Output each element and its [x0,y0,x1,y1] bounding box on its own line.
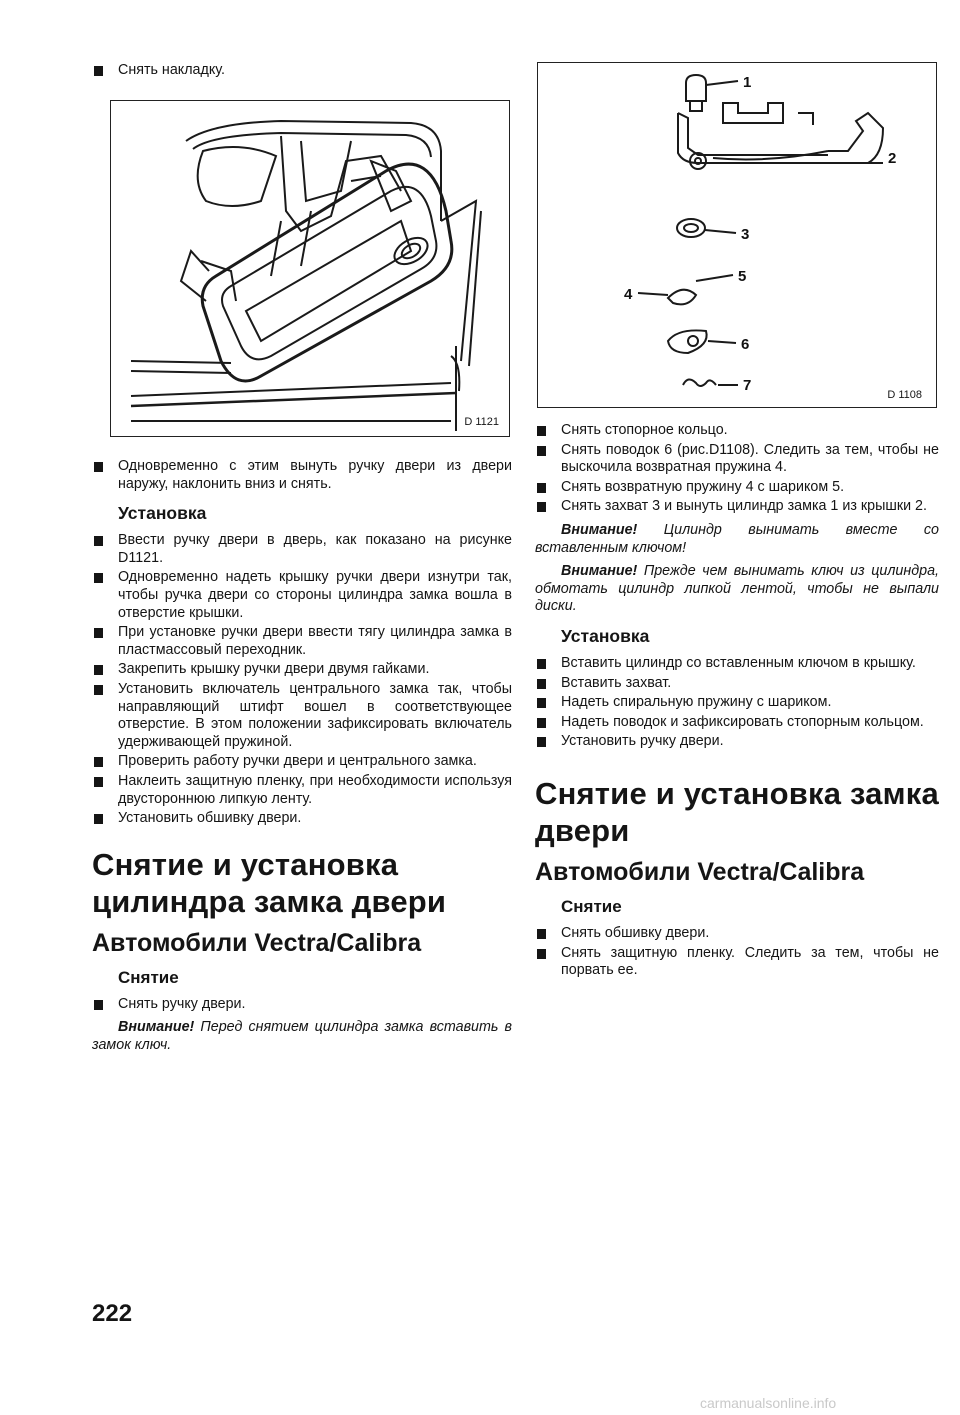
bullet-text: Установить обшивку двери. [118,810,302,827]
removal-step [535,925,939,943]
removal-heading: Снятие [118,967,179,987]
bullet-text: Закрепить крышку ручки двери двумя гайками. [118,661,430,678]
callout-2: 2 [888,150,897,167]
bullet-text: Одновременно надеть крышку ручки двери изнутри так, чтобы ручка двери со стороны цилиндра замка вошла в отверстие крышки. [118,569,512,621]
warning-label: Внимание! [561,563,638,580]
install-step [92,810,512,828]
callout-3: 3 [741,226,750,243]
right-text-flow [535,422,939,982]
bullet-marker [537,679,546,689]
removal-step [535,422,939,440]
bullet-text: Снять ручку двери. [118,995,246,1012]
bullet-marker [537,949,546,959]
bullet-marker [94,814,103,824]
bullet-remove-cover [92,62,512,80]
section-title-door-lock: Снятие и установка замка двери [535,775,939,848]
bullet-text: Снять возвратную пружину 4 с шариком 5. [561,478,845,495]
bullet-marker [94,777,103,787]
removal-step [535,945,939,980]
warning-note [92,1019,512,1054]
warning-note [535,522,939,557]
warning-text: Прежде чем вынимать ключ из цилиндра, обмотать цилиндр липкой лентой, чтобы не выпали диски. [535,563,939,615]
bullet-text: Ввести ручку двери в дверь, как показано на рисунке D1121. [118,532,512,566]
bullet-text: Надеть спиральную пружину с шариком. [561,694,832,711]
bullet-marker [537,426,546,436]
bullet-marker [94,536,103,546]
bullet-text: Одновременно с этим вынуть ручку двери из двери наружу, наклонить вниз и снять. [118,458,512,492]
install-step [92,773,512,808]
bullet-text: Установить ручку двери. [561,733,724,750]
install-step [535,675,939,693]
bullet-marker [94,573,103,583]
bullet-text: Снять защитную пленку. Следить за тем, чтобы не порвать ее. [561,944,939,979]
section-subtitle: Автомобили Vectra/Calibra [92,928,422,957]
install-step [92,569,512,622]
warning-note [535,563,939,616]
bullet-text: Снять обшивку двери. [561,924,710,941]
section-subtitle: Автомобили Vectra/Calibra [535,857,865,886]
bullet-text: Снять захват 3 и вынуть цилиндр замка 1 из крышки 2. [561,498,927,515]
bullet-text: Проверить работу ручки двери и центрального замка. [118,753,477,770]
bullet-marker [94,66,103,76]
install-step [535,694,939,712]
figure-lock-cylinder-parts [537,62,937,408]
bullet-text: Установить включатель центрального замка так, чтобы направляющий штифт вошел в соответствующее отверстие. В этом положении зафиксировать включатель удерживающей пружиной. [118,680,512,750]
exploded-parts-illustration [538,63,936,407]
removal-step [535,442,939,477]
removal-step [92,996,512,1014]
warning-text: Перед снятием цилиндра замка вставить в замок ключ. [92,1019,512,1053]
install-step [92,753,512,771]
bullet-text: Вставить цилиндр со вставленным ключом в крышку. [561,654,916,671]
bullet-marker [537,659,546,669]
door-handle-illustration [111,101,509,436]
install-step [92,624,512,659]
page-number: 222 [92,1300,133,1327]
callout-1: 1 [743,74,752,91]
watermark: carmanualsonline.info [700,1395,837,1411]
section-title-cylinder: Снятие и установка цилиндра замка двери [92,846,447,919]
install-heading: Установка [561,625,650,646]
install-heading: Установка [118,503,207,524]
install-step [535,733,939,751]
bullet-marker [537,718,546,728]
warning-text: Цилиндр вынимать вместе со вставленным ключом! [535,521,939,556]
callout-4: 4 [624,286,633,303]
bullet-marker [94,757,103,767]
bullet-text: Снять поводок 6 (рис.D1108). Следить за тем, чтобы не выскочила возвратная пружина 4. [561,441,939,476]
removal-step [535,479,939,497]
bullet-text: Наклеить защитную пленку, при необходимости используя двустороннюю липкую ленту. [118,772,512,807]
install-step [535,655,939,673]
bullet-text: При установке ручки двери ввести тягу цилиндра замка в пластмассовый переходник. [118,624,512,658]
callout-7: 7 [743,377,752,394]
bullet-marker [94,665,103,675]
bullet-marker [94,628,103,638]
warning-label: Внимание! [118,1019,195,1036]
bullet-marker [537,929,546,939]
figure-label: D 1121 [464,416,499,428]
bullet-marker [537,446,546,456]
install-list [92,532,512,828]
bullet-marker [94,1000,103,1010]
bullet-text: Вставить захват. [561,674,672,691]
removal-heading: Снятие [561,896,622,916]
left-text-flow [92,458,512,1058]
bullet-marker [537,483,546,493]
figure-door-handle [110,100,510,437]
warning-label: Внимание! [561,521,638,538]
install-step [92,661,512,679]
bullet-text: Снять накладку. [118,62,225,78]
bullet-text: Надеть поводок и зафиксировать стопорным кольцом. [561,713,924,730]
bullet-marker [94,685,103,695]
bullet-marker [537,502,546,512]
removal-step [535,498,939,516]
install-step [92,532,512,567]
install-step [92,681,512,751]
bullet-marker [537,698,546,708]
bullet-marker [537,737,546,747]
bullet-handle-out [92,458,512,493]
bullet-text: Снять стопорное кольцо. [561,422,728,438]
figure-label: D 1108 [887,389,922,401]
bullet-marker [94,462,103,472]
install-step [535,714,939,732]
callout-6: 6 [741,336,750,353]
callout-5: 5 [738,268,747,285]
